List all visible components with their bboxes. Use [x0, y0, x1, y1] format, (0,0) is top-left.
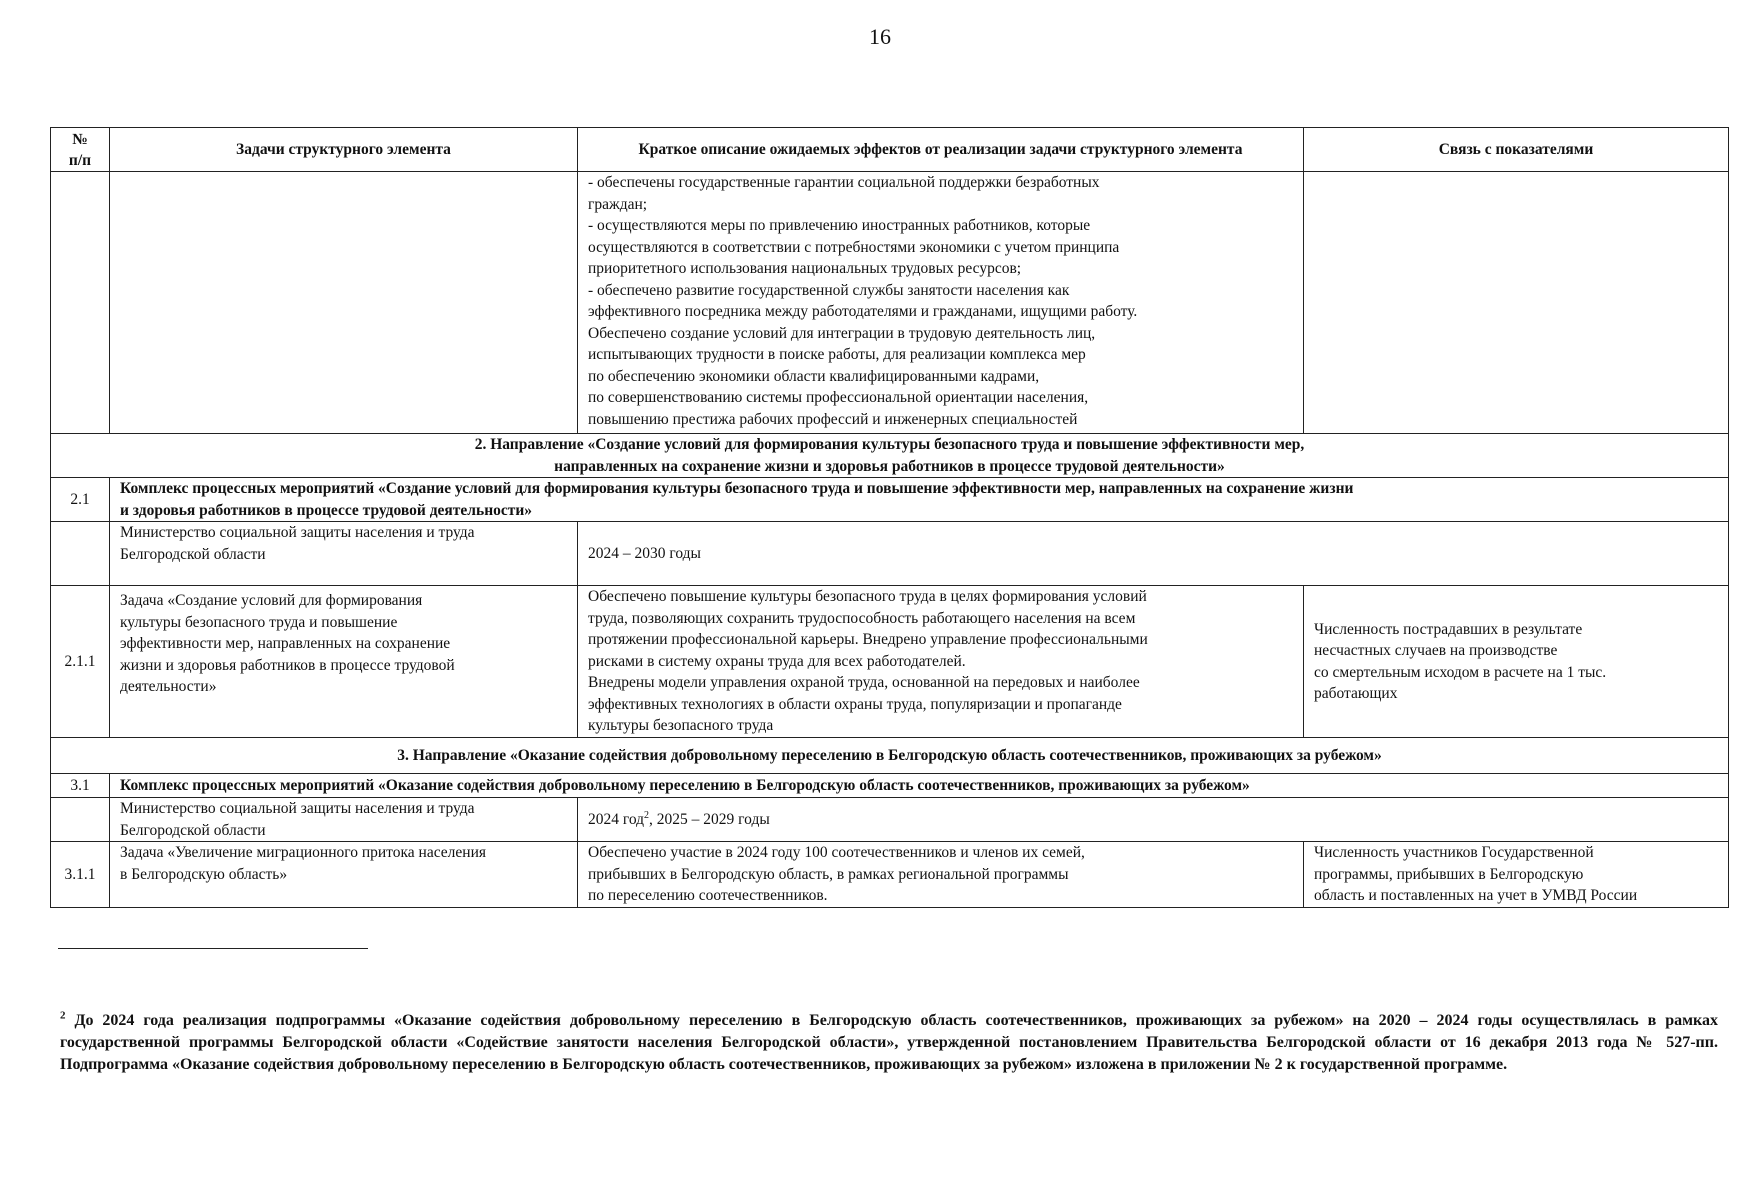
text-line: - обеспечены государственные гарантии социальной поддержки безработных	[588, 174, 1100, 191]
indicator-line: Численность участников Государственной	[1314, 844, 1594, 861]
direction-2-line: 2. Направление «Создание условий для формирования культуры безопасного труда и повышение эффективности мер,	[474, 436, 1305, 453]
row-number: 2.1.1	[51, 586, 110, 738]
effects-line: по переселению соотечественников.	[588, 887, 828, 904]
responsible-2-1-row	[51, 522, 1729, 586]
complex-2-1-row	[51, 478, 1729, 522]
task-line: культуры безопасного труда и повышение	[120, 613, 398, 631]
direction-3-row	[51, 738, 1729, 774]
direction-2-line: направленных на сохранение жизни и здоровья работников в процессе трудовой деятельности»	[554, 457, 1225, 475]
implementation-period: 2024 – 2030 годы	[578, 522, 1729, 586]
responsible-line: Белгородской области	[120, 821, 266, 839]
indicator-line: несчастных случаев на производстве	[1314, 642, 1558, 659]
text-line: осуществляются в соответствии с потребностями экономики с учетом принципа	[588, 238, 1120, 256]
header-num: № п/п	[51, 128, 110, 172]
responsible-line: Министерство социальной защиты населения и труда	[120, 800, 475, 817]
continuation-effects-cell	[578, 172, 1304, 434]
text-line: испытывающих трудности в поиске работы, для реализации комплекса мер	[588, 346, 1086, 363]
responsible-body	[110, 798, 578, 842]
task-cell	[110, 586, 578, 738]
task-line: Задача «Увеличение миграционного притока населения	[120, 844, 487, 861]
implementation-period	[578, 798, 1729, 842]
empty-cell	[51, 798, 110, 842]
row-number: 3.1	[51, 774, 110, 798]
effects-line: Внедрены модели управления охраной труда, основанной на передовых и наиболее	[588, 674, 1140, 691]
indicator-line: Численность пострадавших в результате	[1314, 620, 1583, 638]
effects-line: эффективных технологиях в области охраны труда, популяризации и пропаганде	[588, 695, 1122, 713]
empty-cell	[51, 522, 110, 586]
header-task: Задачи структурного элемента	[110, 128, 578, 172]
direction-2-row	[51, 434, 1729, 478]
effects-line: прибывших в Белгородскую область, в рамках региональной программы	[588, 865, 1069, 883]
text-line: по обеспечению экономики области квалифицированными кадрами,	[588, 367, 1040, 385]
responsible-3-1-row	[51, 798, 1729, 842]
direction-3-heading: 3. Направление «Оказание содействия добровольному переселению в Белгородскую область соотечественников, проживающих за рубежом»	[51, 738, 1729, 774]
task-line: жизни и здоровья работников в процессе трудовой	[120, 656, 455, 674]
text-line: эффективного посредника между работодателями и гражданами, ищущими работу.	[588, 303, 1138, 320]
text-line: - осуществляются меры по привлечению иностранных работников, которые	[588, 217, 1091, 234]
effects-line: Обеспечено повышение культуры безопасного труда в целях формирования условий	[588, 588, 1147, 605]
responsible-line: Белгородской области	[120, 545, 266, 563]
indicator-line: работающих	[1314, 685, 1398, 702]
direction-2-heading	[51, 434, 1729, 478]
indicator-line: со смертельным исходом в расчете на 1 тыс.	[1314, 663, 1607, 681]
task-cell	[110, 842, 578, 908]
structural-element-table	[50, 127, 1729, 908]
continuation-row	[51, 172, 1729, 434]
responsible-line: Министерство социальной защиты населения и труда	[120, 524, 475, 541]
task-line: эффективности мер, направленных на сохранение	[120, 635, 451, 652]
footnote	[60, 1010, 1718, 1076]
page-number: 16	[869, 24, 891, 49]
complex-line: Комплекс процессных мероприятий «Создание условий для формирования культуры безопасного труда и повышение эффективности мер, направленных на сохранение жизни	[120, 480, 1354, 497]
effects-line: труда, позволяющих сохранить трудоспособность работающего населения на всем	[588, 609, 1136, 627]
header-effects: Краткое описание ожидаемых эффектов от реализации задачи структурного элемента	[578, 128, 1304, 172]
empty-cell	[51, 172, 110, 434]
period-text: , 2025 – 2029 годы	[649, 810, 770, 828]
text-line: граждан;	[588, 195, 648, 213]
header-indicators: Связь с показателями	[1304, 128, 1729, 172]
table-header-row	[51, 128, 1729, 172]
effects-line: Обеспечено участие в 2024 году 100 соотечественников и членов их семей,	[588, 844, 1085, 861]
text-line: повышению престижа рабочих профессий и инженерных специальностей	[588, 410, 1078, 428]
complex-2-1-title	[110, 478, 1729, 522]
footnote-divider	[58, 948, 368, 949]
empty-cell	[110, 172, 578, 434]
indicator-line: область и поставленных на учет в УМВД России	[1314, 887, 1638, 904]
empty-cell	[1304, 172, 1729, 434]
task-line: деятельности»	[120, 678, 217, 695]
footnote-text: До 2024 года реализация подпрограммы «Оказание содействия добровольному переселению в Белгородскую область соотечественников, проживающих за рубежом» на 2020 – 2024 годы осуществлялась в рамках государственной программы Белгородской области «Содействие занятости населения Белгородской области», утвержденной постановлением Правительства Белгородской области от 16 декабря 2013 года № 527-пп. Подпрограмма «Оказание содействия добровольному переселению в Белгородскую область соотечественников, проживающих за рубежом» изложена в приложении № 2 к государственной программе.	[60, 1012, 1718, 1073]
effects-cell	[578, 586, 1304, 738]
effects-line: протяжении профессиональной карьеры. Внедрено управление профессиональными	[588, 631, 1148, 648]
text-line: - обеспечено развитие государственной службы занятости населения как	[588, 281, 1070, 299]
footnote-ref: 2	[644, 809, 650, 821]
task-line: Задача «Создание условий для формирования	[120, 592, 423, 609]
footnote-marker: 2	[60, 1009, 66, 1022]
row-number: 3.1.1	[51, 842, 110, 908]
complex-3-1-title: Комплекс процессных мероприятий «Оказание содействия добровольному переселению в Белгородскую область соотечественников, проживающих за рубежом»	[110, 774, 1729, 798]
indicator-line: программы, прибывших в Белгородскую	[1314, 865, 1584, 883]
text-line: приоритетного использования национальных трудовых ресурсов;	[588, 260, 1022, 277]
row-number: 2.1	[51, 478, 110, 522]
effects-line: культуры безопасного труда	[588, 717, 774, 734]
indicator-cell	[1304, 586, 1729, 738]
text-line: Обеспечено создание условий для интеграции в трудовую деятельность лиц,	[588, 324, 1096, 342]
responsible-body	[110, 522, 578, 586]
indicator-cell	[1304, 842, 1729, 908]
effects-cell	[578, 842, 1304, 908]
effects-line: рисками в систему охраны труда для всех работодателей.	[588, 652, 966, 670]
task-line: в Белгородскую область»	[120, 865, 288, 883]
period-text: 2024 год	[588, 810, 645, 828]
task-3-1-1-row	[51, 842, 1729, 908]
complex-line: и здоровья работников в процессе трудовой деятельности»	[120, 501, 533, 519]
complex-3-1-row	[51, 774, 1729, 798]
text-line: по совершенствованию системы профессиональной ориентации населения,	[588, 389, 1089, 406]
task-2-1-1-row	[51, 586, 1729, 738]
